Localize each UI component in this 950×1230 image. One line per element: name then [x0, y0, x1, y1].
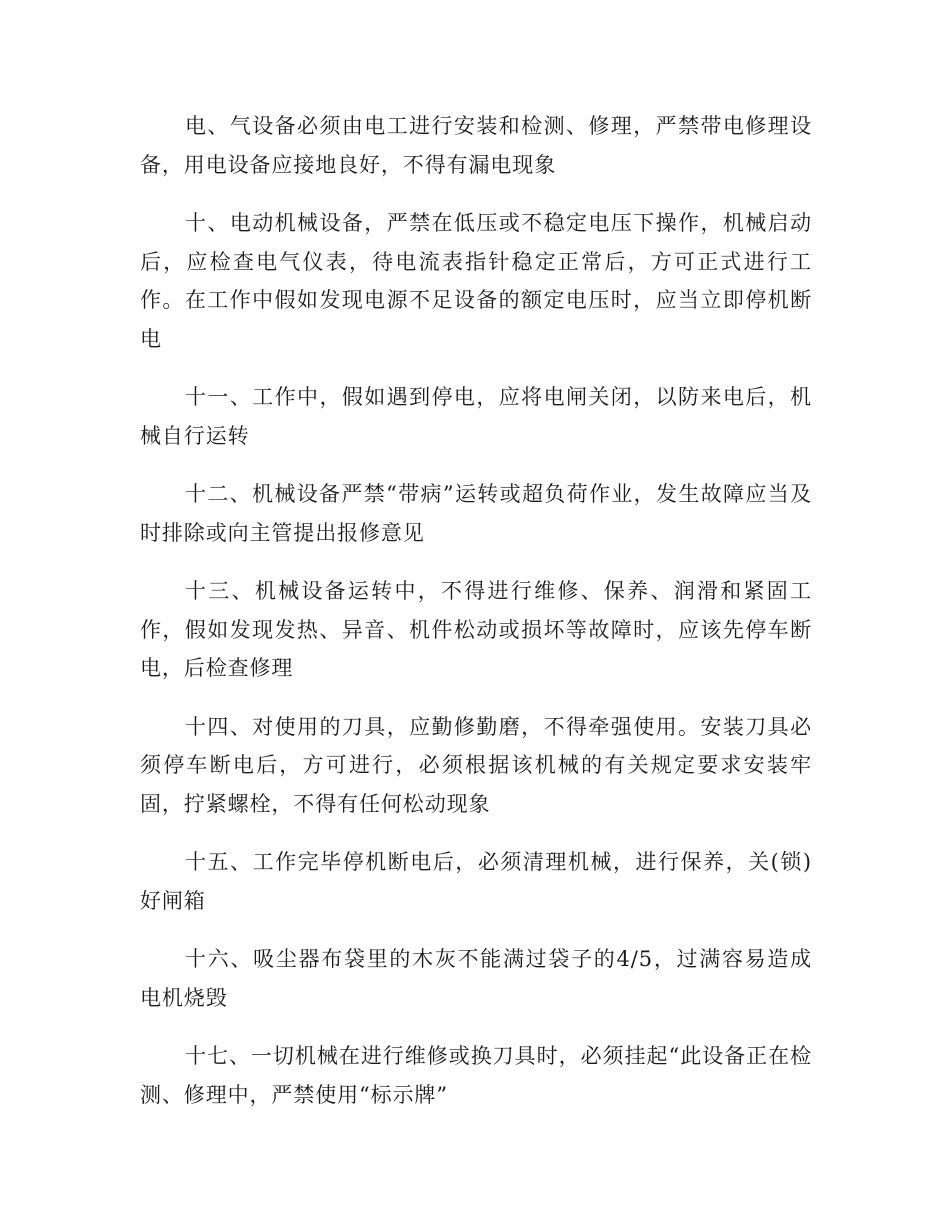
paragraph-rule-11: 十一、工作中，假如遇到停电，应将电闸关闭，以防来电后，机械自行运转 — [140, 385, 812, 448]
paragraph-rule-16: 十六、吸尘器布袋里的木灰不能满过袋子的4/5，过满容易造成电机烧毁 — [140, 947, 812, 1010]
document-body — [140, 107, 812, 1134]
paragraph-rule-13: 十三、机械设备运转中，不得进行维修、保养、润滑和紧固工作，假如发现发热、异音、机件松动或损坏等故障时，应该先停车断电，后检查修理 — [140, 579, 812, 680]
paragraph-rule-12: 十二、机械设备严禁“带病”运转或超负荷作业，发生故障应当及时排除或向主管提出报修意见 — [140, 482, 812, 545]
paragraph-electrical-work: 电、气设备必须由电工进行安装和检测、修理，严禁带电修理设备，用电设备应接地良好，不得有漏电现象 — [140, 114, 812, 177]
paragraph-rule-10: 十、电动机械设备，严禁在低压或不稳定电压下操作，机械启动后，应检查电气仪表，待电流表指针稳定正常后，方可正式进行工作。在工作中假如发现电源不足设备的额定电压时，应当立即停机断电 — [140, 211, 812, 351]
paragraph-rule-17: 十七、一切机械在进行维修或换刀具时，必须挂起“此设备正在检测、修理中，严禁使用“标示牌” — [140, 1044, 812, 1107]
paragraph-rule-14: 十四、对使用的刀具，应勤修勤磨，不得牵强使用。安装刀具必须停车断电后，方可进行，必须根据该机械的有关规定要求安装牢固，拧紧螺栓，不得有任何松动现象 — [140, 714, 812, 816]
paragraph-rule-15: 十五、工作完毕停机断电后，必须清理机械，进行保养，关(锁)好闸箱 — [140, 850, 812, 913]
